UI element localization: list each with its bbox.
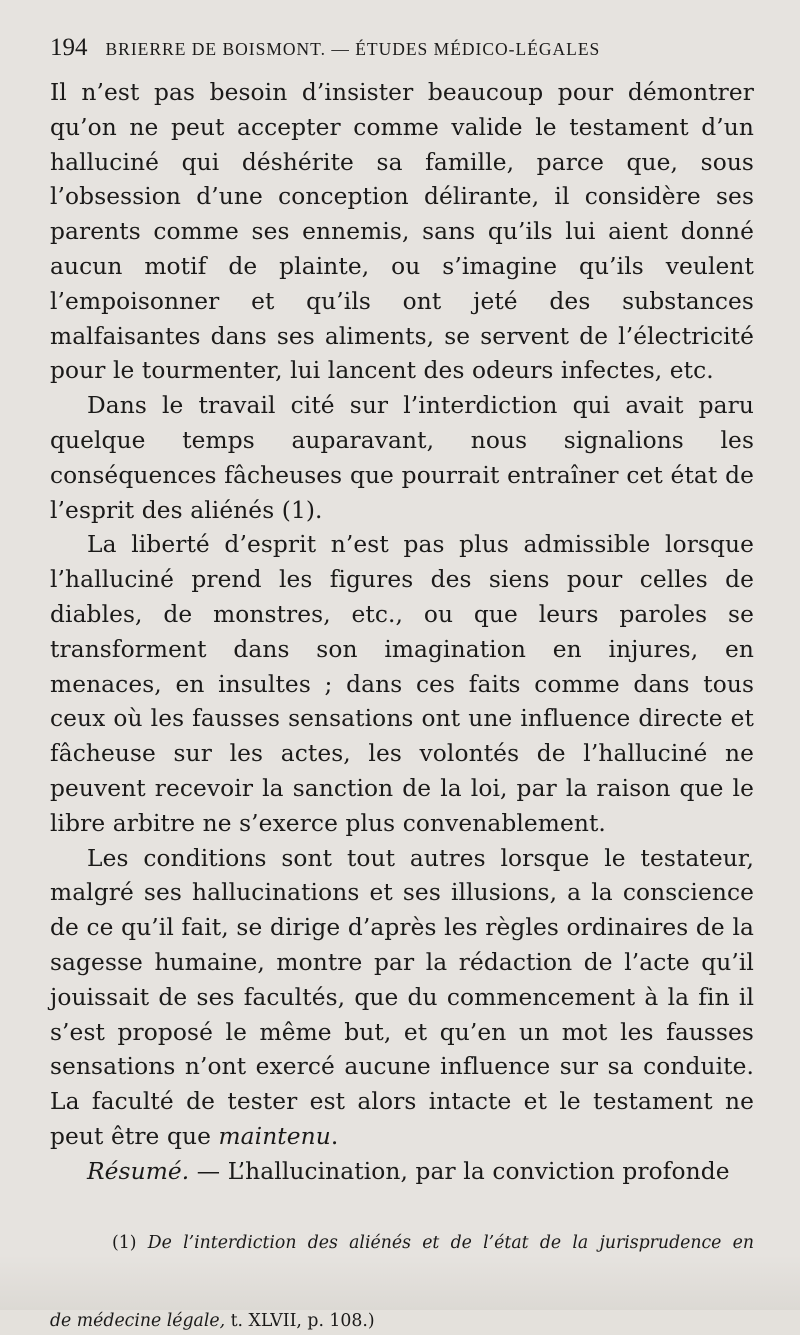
paragraph-5	[50, 1155, 754, 1190]
running-head	[50, 34, 754, 74]
paragraph-2: Dans le travail cité sur l’interdiction qui avait paru quelque temps auparavant, nous signalions les conséquences fâcheuses que pourrait entraîner cet état de l’esprit des aliénés (1).	[50, 392, 754, 524]
paragraph-4	[50, 842, 754, 1155]
page-bottom-bleed	[0, 1255, 800, 1310]
paragraph-4-emphasis: maintenu	[218, 1122, 331, 1150]
summary-text: — L’hallucination, par la conviction profonde	[189, 1157, 730, 1185]
footnote-marker: (1)	[112, 1232, 137, 1253]
paragraph-1: Il n’est pas besoin d’insister beaucoup pour démontrer qu’on ne peut accepter comme valide le testament d’un halluciné qui déshérite sa famille, parce que, sous l’obsession d’une conception délirante, il considère ses parents comme ses ennemis, sans qu’ils lui aient donné aucun motif de plainte, ou s’imagine qu’ils veulent l’empoisonner et qu’ils ont jeté des substances malfaisantes dans ses aliments, se servent de l’électricité pour le tourmenter, lui lancent des odeurs infectes, etc.	[50, 79, 754, 385]
body-text	[50, 76, 754, 1190]
paragraph-4-text: Les conditions sont tout autres lorsque le testateur, malgré ses hallucinations et ses illusions, a la conscience de ce qu’il fait, se dirige d’après les règles ordinaires de la sagesse humaine, montre par la rédaction de l’acte qu’il jouissait de ses facultés, que du commencement à la fin il s’est proposé le même but, et qu’en un mot les fausses sensations n’ont exercé aucune influence sur sa conduite. La faculté de tester est alors intacte et le testament ne peut être que	[50, 844, 754, 1150]
page-number: 194	[50, 34, 88, 61]
paragraph-3: La liberté d’esprit n’est pas plus admissible lorsque l’halluciné prend les figures des siens pour celles de diables, de monstres, etc., ou que leurs paroles se transforment dans son imagination en injures, en menaces, en insultes ; dans ces faits comme dans tous ceux où les fausses sensations ont une influence directe et fâcheuse sur les actes, les volontés de l’halluciné ne peuvent recevoir la sanction de la loi, par la raison que le libre arbitre ne s’exerce plus convenablement.	[50, 531, 754, 837]
summary-lead: Résumé.	[87, 1157, 190, 1185]
footnote-reference: t. XLVII, p. 108.)	[225, 1311, 375, 1332]
footnote-title: De l’interdiction des aliénés et de l’état de la jurisprudence en	[147, 1232, 754, 1253]
running-title: BRIERRE DE BOISMONT. — ÉTUDES MÉDICO-LÉGALES	[105, 39, 601, 59]
footnote-journal: de médecine légale,	[50, 1311, 226, 1332]
footnote-gap	[50, 1190, 754, 1230]
paragraph-4-end: .	[330, 1122, 339, 1150]
